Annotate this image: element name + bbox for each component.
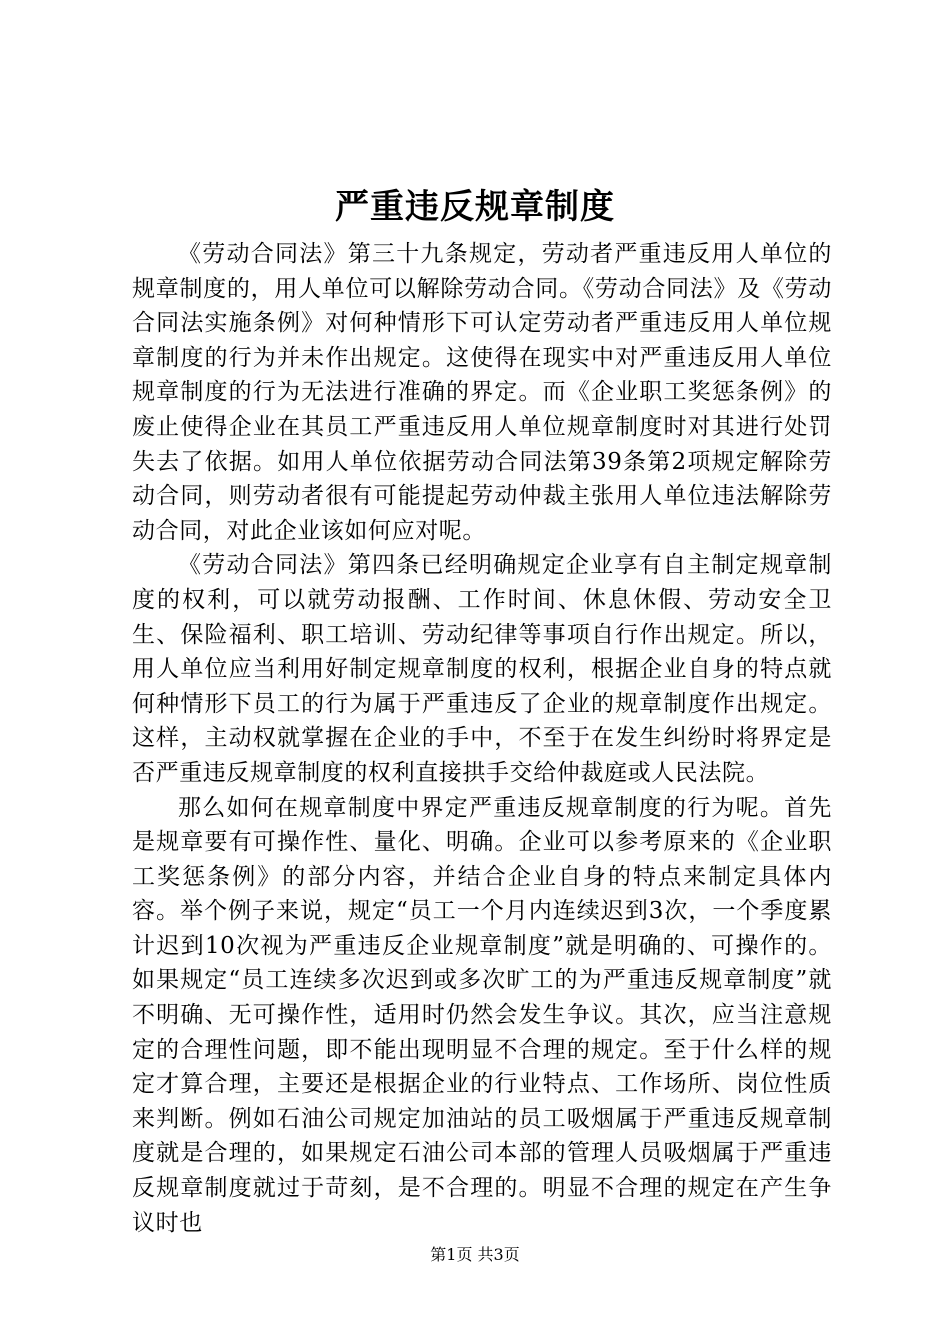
page-number-footer: 第1页 共3页 <box>430 1245 520 1264</box>
document-body <box>132 237 832 1240</box>
paragraph-1: 《劳动合同法》第三十九条规定，劳动者严重违反用人单位的规章制度的，用人单位可以解除劳动合同。《劳动合同法》及《劳动合同法实施条例》对何种情形下可认定劳动者严重违反用人单位规章制度的行为并未作出规定。这使得在现实中对严重违反用人单位规章制度的行为无法进行准确的界定。而《企业职工奖惩条例》的废止使得企业在其员工严重违反用人单位规章制度时对其进行处罚失去了依据。如用人单位依据劳动合同法第39条第2项规定解除劳动合同，则劳动者很有可能提起劳动仲裁主张用人单位违法解除劳动合同，对此企业该如何应对呢。 <box>132 241 832 544</box>
paragraph-2: 《劳动合同法》第四条已经明确规定企业享有自主制定规章制度的权利，可以就劳动报酬、工作时间、休息休假、劳动安全卫生、保险福利、职工培训、劳动纪律等事项自行作出规定。所以，用人单位应当利用好制定规章制度的权利，根据企业自身的特点就何种情形下员工的行为属于严重违反了企业的规章制度作出规定。这样，主动权就掌握在企业的手中，不至于在发生纠纷时将界定是否严重违反规章制度的权利直接拱手交给仲裁庭或人民法院。 <box>132 552 832 786</box>
document-title: 严重违反规章制度 <box>335 187 615 227</box>
paragraph-3: 那么如何在规章制度中界定严重违反规章制度的行为呢。首先是规章要有可操作性、量化、明确。企业可以参考原来的《企业职工奖惩条例》的部分内容，并结合企业自身的特点来制定具体内容。举个例子来说，规定“员工一个月内连续迟到3次，一个季度累计迟到10次视为严重违反企业规章制度”就是明确的、可操作的。如果规定“员工连续多次迟到或多次旷工的为严重违反规章制度”就不明确、无可操作性，适用时仍然会发生争议。其次，应当注意规定的合理性问题，即不能出现明显不合理的规定。至于什么样的规定才算合理，主要还是根据企业的行业特点、工作场所、岗位性质来判断。例如石油公司规定加油站的员工吸烟属于严重违反规章制度就是合理的，如果规定石油公司本部的管理人员吸烟属于严重违反规章制度就过于苛刻，是不合理的。明显不合理的规定在产生争议时也 <box>132 794 832 1236</box>
